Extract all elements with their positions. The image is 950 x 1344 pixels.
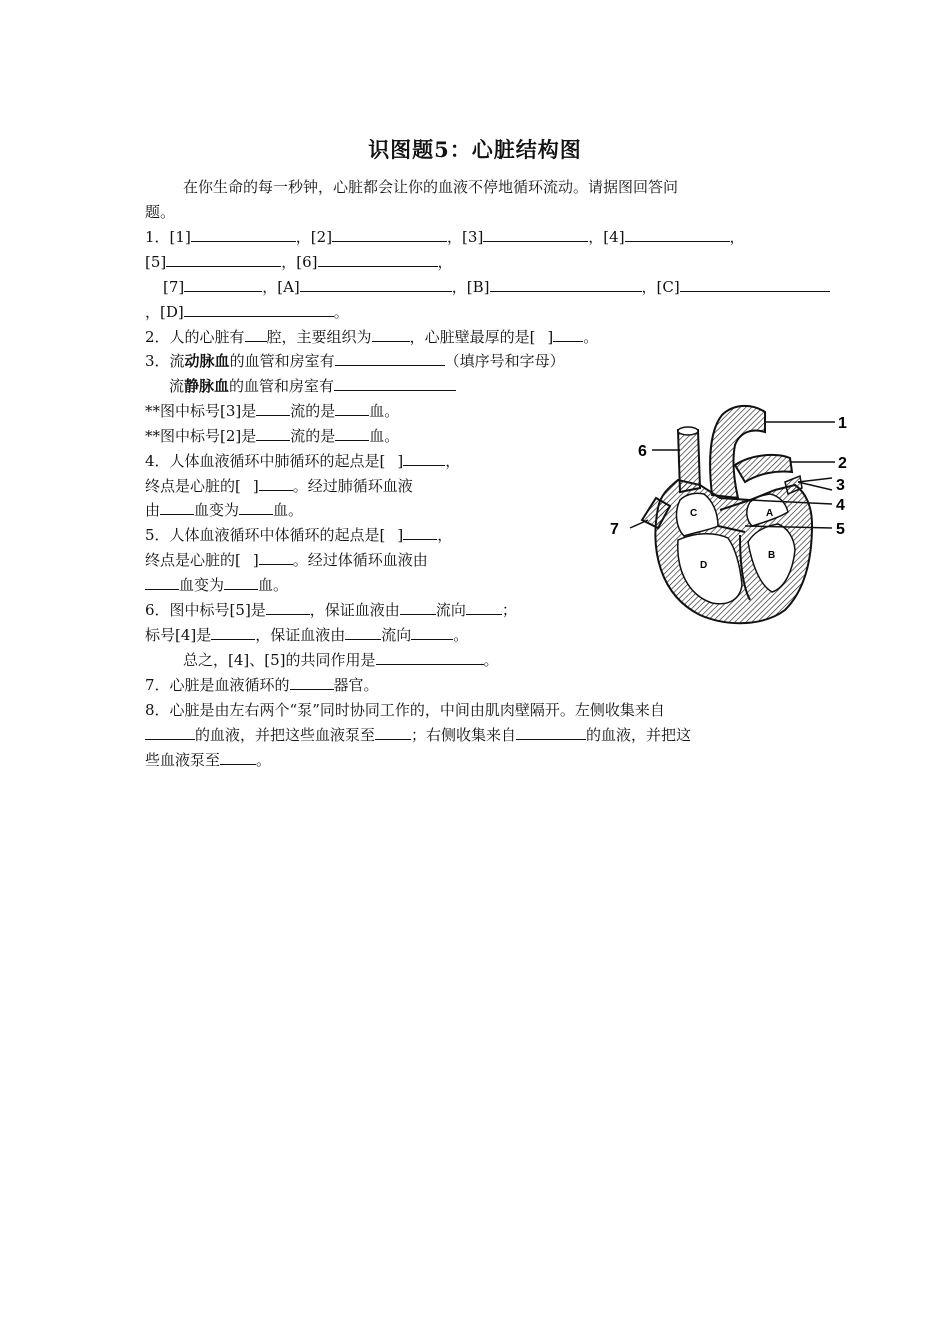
chamber-label-d: D [700,560,708,571]
superior-vena-cava [678,430,700,492]
answer-blank[interactable] [403,450,445,466]
label-6: 6 [638,443,647,460]
intro-line-2: 题。 [145,203,176,221]
chamber-label-b: B [768,550,776,561]
q6-line-3: 总之，[4]、[5]的共同作用是 。 [183,651,499,669]
answer-blank[interactable] [318,251,438,267]
page-title: 识图题5：心脏结构图 [368,137,582,162]
answer-blank[interactable] [290,674,334,690]
q8-line-1: 8．心脏是由左右两个“泵”同时协同工作的，中间由肌肉壁隔开。左侧收集来自 [145,701,665,719]
q5-line-1: 5．人体血液循环中体循环的起点是[ ] ， [145,526,453,544]
intro-line-1: 在你生命的每一秒钟，心脏都会让你的血液不停地循环流动。请据图回答问 [183,178,679,196]
answer-blank[interactable] [191,226,296,242]
label-2: 2 [838,455,847,472]
q8-line-2: 的血液，并把这些血液泵至 ；右侧收集来自 的血液，并把这 [145,724,691,746]
answer-blank[interactable] [372,326,410,342]
q5-line-3: 血变为 血。 [145,574,288,596]
q5-line-2: 终点是心脏的[ ] 。经过体循环血液由 [145,551,428,569]
heart-structure-diagram [600,400,860,640]
answer-blank[interactable] [553,326,583,342]
pulmonary-artery [735,455,792,482]
answer-blank[interactable] [145,574,179,590]
star-question-3: **图中标号[3]是 流的是 血。 [145,402,400,420]
answer-blank[interactable] [400,599,436,615]
answer-blank[interactable] [625,226,730,242]
answer-blank[interactable] [403,524,437,540]
answer-blank[interactable] [145,724,195,740]
star-question-2: **图中标号[2]是 流的是 血。 [145,427,400,445]
label-3: 3 [836,477,845,494]
answer-blank[interactable] [256,425,290,441]
answer-blank[interactable] [483,226,588,242]
answer-blank[interactable] [259,475,293,491]
answer-blank[interactable] [376,649,484,665]
label-1: 1 [838,415,847,432]
answer-blank[interactable] [184,301,334,317]
answer-blank[interactable] [220,749,256,765]
answer-blank[interactable] [335,425,369,441]
answer-blank[interactable] [266,599,310,615]
q8-line-3: 些血液泵至 。 [145,751,272,769]
answer-blank[interactable] [211,624,255,640]
label-4: 4 [836,497,845,514]
chamber-label-c: C [690,508,698,519]
q4-line-3: 由 血变为 血。 [145,501,304,519]
answer-blank[interactable] [345,624,381,640]
q1-line-1: 1．[1] ，[2] ，[3] ，[4] ， [145,228,745,246]
aorta [710,406,765,498]
q3-line-1: 3．流动脉血的血管和房室有 （填序号和字母） [145,352,565,370]
q3-line-2: 流静脉血的血管和房室有 [169,375,456,397]
answer-blank[interactable] [332,226,447,242]
q1-line-2: [5] ，[6] ， [145,253,453,271]
answer-blank[interactable] [300,276,452,292]
q2-line: 2．人的心脏有 腔，主要组织为 ，心脏壁最厚的是[ ] 。 [145,328,599,346]
label-5: 5 [836,521,845,538]
answer-blank[interactable] [256,400,290,416]
answer-blank[interactable] [375,724,411,740]
q6-line-1: 6．图中标号[5]是 ，保证血液由 流向 ； [145,601,517,619]
answer-blank[interactable] [166,251,281,267]
answer-blank[interactable] [335,400,369,416]
answer-blank[interactable] [239,499,273,515]
q4-line-1: 4．人体血液循环中肺循环的起点是[ ] ， [145,452,461,470]
answer-blank[interactable] [466,599,502,615]
q6-line-2: 标号[4]是 ，保证血液由 流向 。 [145,626,469,644]
answer-blank[interactable] [259,549,293,565]
answer-blank[interactable] [245,326,267,342]
answer-blank[interactable] [335,350,445,366]
answer-blank[interactable] [334,375,456,391]
label-7: 7 [610,521,619,538]
q4-line-2: 终点是心脏的[ ] 。经过肺循环血液 [145,477,413,495]
q1-line-3: [7] ，[A] ，[B] ，[C] [163,276,830,298]
answer-blank[interactable] [184,276,262,292]
q7-line: 7．心脏是血液循环的 器官。 [145,676,379,694]
q1-line-4: ，[D] 。 [145,303,349,321]
chamber-label-a: A [766,508,774,519]
answer-blank[interactable] [490,276,642,292]
answer-blank[interactable] [516,724,586,740]
answer-blank[interactable] [224,574,258,590]
answer-blank[interactable] [411,624,453,640]
answer-blank[interactable] [680,276,830,292]
answer-blank[interactable] [160,499,194,515]
